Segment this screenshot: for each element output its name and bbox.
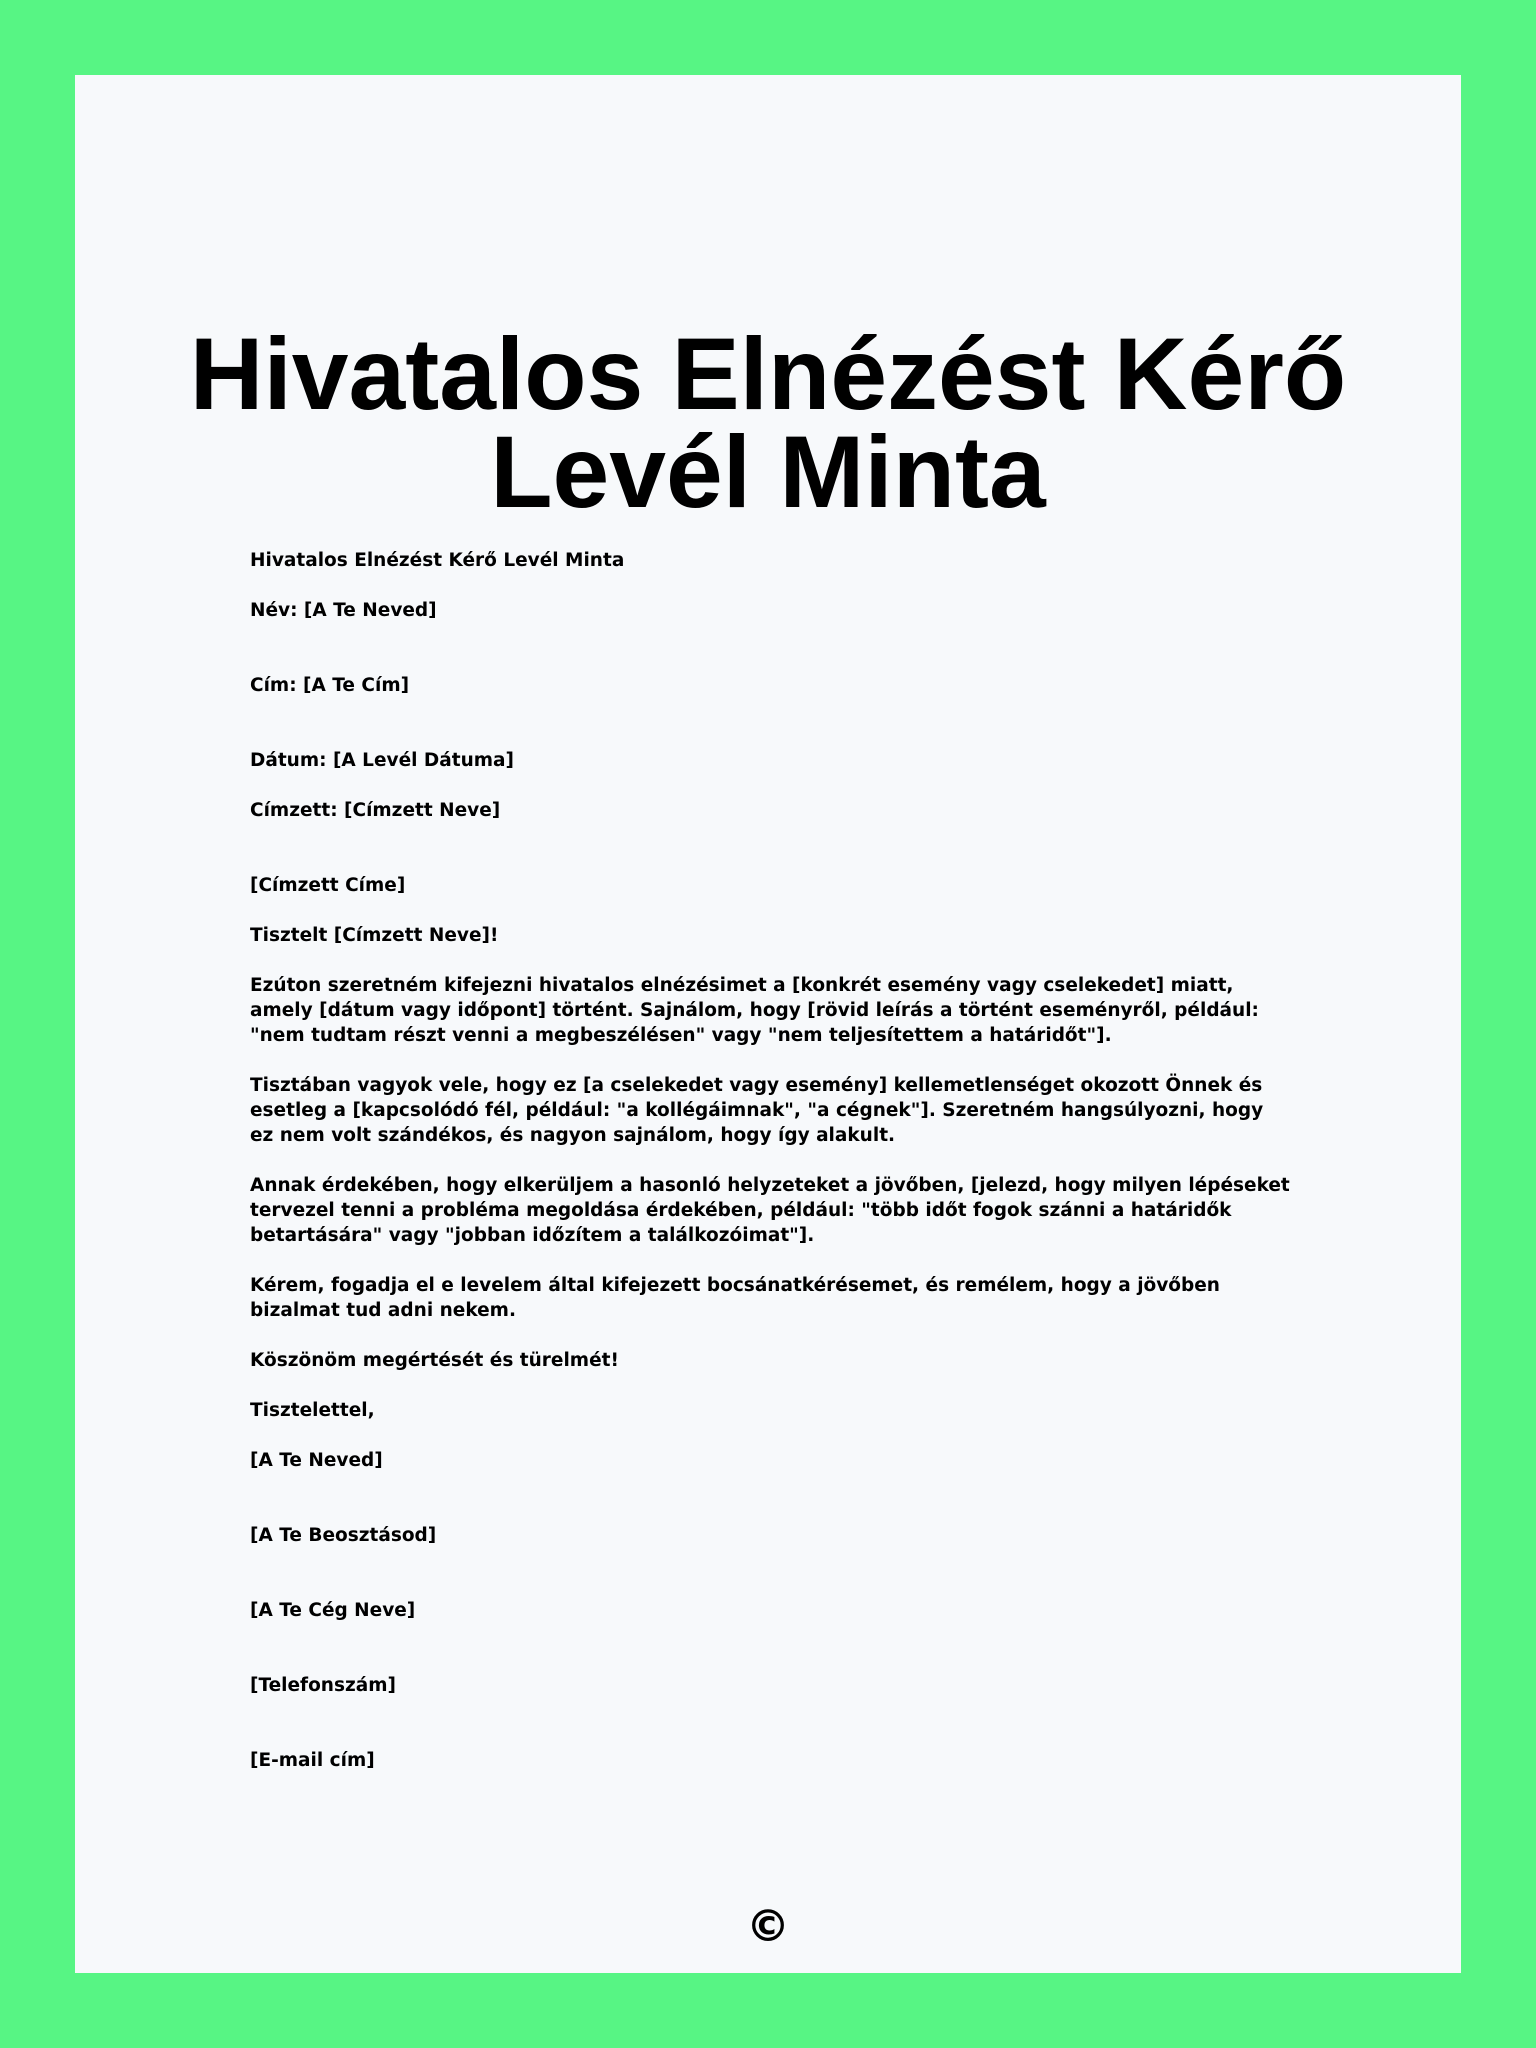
signature-email: [E-mail cím] — [250, 1750, 375, 1771]
document-title — [75, 317, 1461, 529]
signature-company: [A Te Cég Neve] — [250, 1600, 416, 1621]
letter-date: Dátum: [A Levél Dátuma] — [250, 750, 514, 771]
signature-position: [A Te Beosztásod] — [250, 1525, 437, 1546]
paragraph-2: Tisztában vagyok vele, hogy ez [a cselekedet vagy esemény] kellemetlenséget okozott Önnek és esetleg a [kapcsolódó fél, például: "a kollégáimnak", "a cégnek"]. Szeretném hangsúlyozni, hogy ez nem volt szándékos, és nagyon sajnálom, hogy így alakult. — [250, 1075, 1264, 1146]
thanks-line: Köszönöm megértését és türelmét! — [250, 1350, 619, 1371]
signature-name: [A Te Neved] — [250, 1450, 383, 1471]
paragraph-4: Kérem, fogadja el e levelem által kifejezett bocsánatkérésemet, és remélem, hogy a jövőben bizalmat tud adni nekem. — [250, 1275, 1220, 1321]
sender-address: Cím: [A Te Cím] — [250, 675, 410, 696]
letter-heading: Hivatalos Elnézést Kérő Levél Minta — [250, 550, 625, 571]
paragraph-3: Annak érdekében, hogy elkerüljem a hasonló helyzeteket a jövőben, [jelezd, hogy milyen lépéseket tervezel tenni a probléma megoldása érdekében, például: "több időt fogok szánni a határidők betartására" vagy "jobban időzítem a találkozóimat"]. — [250, 1175, 1290, 1246]
salutation: Tisztelt [Címzett Neve]! — [250, 925, 499, 946]
copyright-icon: © — [746, 1901, 790, 1952]
signature-phone: [Telefonszám] — [250, 1675, 396, 1696]
paragraph-1: Ezúton szeretném kifejezni hivatalos elnézésimet a [konkrét esemény vagy cselekedet] miatt, amely [dátum vagy időpont] történt. Sajnálom, hogy [rövid leírás a történt eseményről, például: "nem tudtam részt venni a megbeszélésen" vagy "nem teljesítettem a határidőt"]. — [250, 975, 1259, 1046]
recipient-address: [Címzett Címe] — [250, 875, 406, 896]
recipient-name: Címzett: [Címzett Neve] — [250, 800, 501, 821]
document-page — [75, 75, 1461, 1973]
closing-line: Tisztelettel, — [250, 1400, 375, 1421]
sender-name: Név: [A Te Neved] — [250, 600, 437, 621]
document-title-text: Hivatalos Elnézést Kérő Levél Minta — [189, 317, 1347, 529]
